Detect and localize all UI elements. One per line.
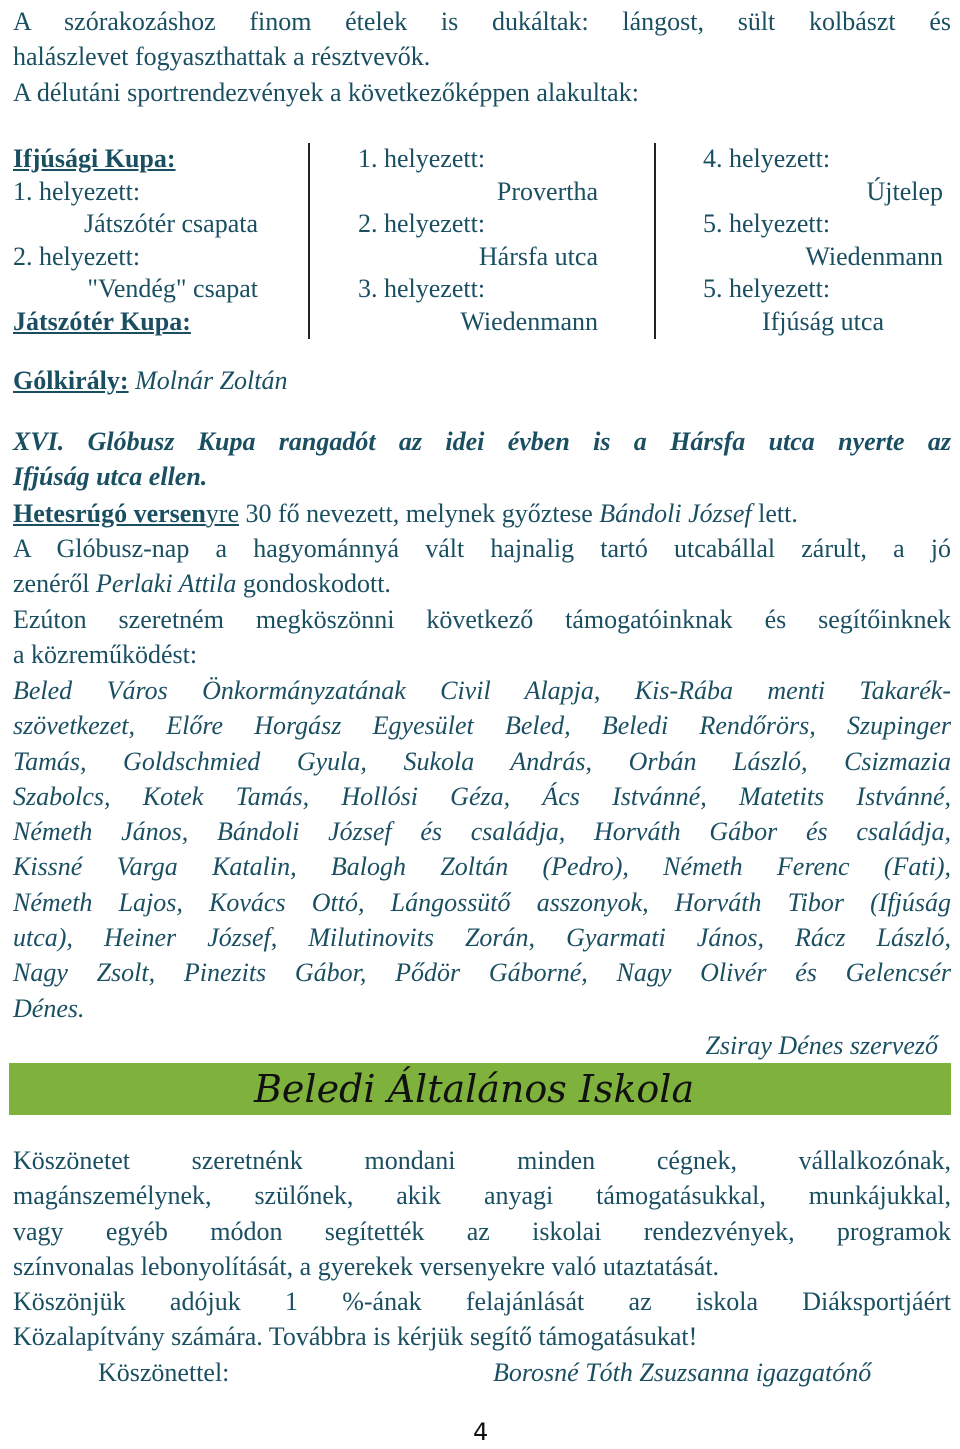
jatszoter-place-5a-label: 5. helyezett:: [703, 209, 831, 239]
thanks-line-2: a közreműködést:: [13, 640, 198, 670]
hetesrugo-text-a: 30 fő nevezett, melynek győztese: [238, 499, 600, 528]
ifjusagi-place-2-label: 2. helyezett:: [13, 241, 141, 271]
jatszoter-place-4-label: 4. helyezett:: [703, 144, 831, 173]
intro-line-3: A délutáni sportrendezvények a következőképpen alakultak:: [13, 77, 639, 107]
column-divider-2: [654, 143, 656, 339]
ifjusagi-place-2-team: "Vendég" csapat: [87, 274, 258, 304]
sponsors-line-4: Szabolcs, Kotek Tamás, Hollósi Géza, Ács Istvánné, Matetits Istvánné,: [13, 781, 951, 811]
column-divider-1: [308, 143, 310, 339]
jatszoter-place-4-team: Újtelep: [866, 176, 943, 206]
school-line-5: Köszönjük adójuk 1 %-ának felajánlását az iskola Diáksportjáért: [13, 1287, 951, 1317]
sponsors-line-9: Nagy Zsolt, Pinezits Gábor, Pődör Gáborné, Nagy Olivér és Gelencsér: [13, 958, 951, 988]
results-table: [13, 143, 951, 339]
jatszoter-place-2-label: 2. helyezett:: [358, 209, 486, 239]
school-line-4: színvonalas lebonyolítását, a gyerekek versenyekre való utaztatását.: [13, 1251, 720, 1281]
jatszoter-kupa-heading: Játszótér Kupa:: [13, 306, 191, 336]
intro-line-1: A szórakozáshoz finom ételek is dukáltak: lángost, sült kolbászt és: [13, 7, 951, 36]
school-line-1: Köszönetet szeretnénk mondani minden cégnek, vállalkozónak,: [13, 1146, 951, 1175]
jatszoter-place-1-label: 1. helyezett:: [358, 144, 486, 173]
intro-line-2: halászlevet fogyaszthattak a résztvevők.: [13, 42, 431, 72]
organizer-signature: Zsiray Dénes szervező: [705, 1031, 938, 1060]
results-column-3: [703, 143, 943, 339]
jatszoter-place-5b-label: 5. helyezett:: [703, 274, 831, 304]
hetesrugo-label-b: yre: [205, 499, 239, 528]
sponsors-list: [13, 673, 951, 1026]
jatszoter-place-1-team: Provertha: [496, 176, 598, 206]
sponsors-line-7: Németh Lajos, Kovács Ottó, Lángossütő asszonyok, Horváth Tibor (Ifjúság: [13, 887, 951, 917]
jatszoter-place-5a-team: Wiedenmann: [805, 241, 943, 271]
globusz-kupa-paragraph: [13, 424, 951, 495]
globusz-nap-line-2-a: zenéről: [13, 569, 97, 599]
results-column-1: [13, 143, 258, 339]
globusz-nap-paragraph: [13, 531, 951, 602]
globusz-nap-line-2: [13, 566, 951, 601]
golkiraly-line: [13, 363, 951, 398]
hetesrugo-text-b: lett.: [751, 499, 798, 528]
golkiraly-name: Molnár Zoltán: [128, 366, 288, 395]
school-line-6: Közalapítvány számára. Továbbra is kérjük segítő támogatásukat!: [13, 1322, 698, 1352]
jatszoter-place-2-team: Hársfa utca: [478, 241, 598, 271]
school-closing: Köszönettel:: [98, 1358, 230, 1387]
school-line-3: vagy egyéb módon segítették az iskolai rendezvények, programok: [13, 1216, 951, 1246]
sponsors-line-1: Beled Város Önkormányzatának Civil Alapja, Kis-Rába menti Takarék-: [13, 676, 951, 705]
sponsors-line-5: Németh János, Bándoli József és családja, Horváth Gábor és családja,: [13, 817, 951, 847]
hetesrugo-line: [13, 496, 951, 531]
principal-signature: Borosné Tóth Zsuzsanna igazgatónő: [493, 1358, 872, 1387]
globusz-nap-line-2-b: gondoskodott.: [236, 569, 391, 599]
intro-paragraph: [13, 4, 951, 110]
hetesrugo-label-a: Hetesrúgó versen: [13, 499, 206, 528]
sponsors-line-2: szövetkezet, Előre Horgász Egyesület Beled, Beledi Rendőrörs, Szupinger: [13, 711, 951, 741]
school-banner: [9, 1063, 951, 1115]
page-number: 4: [473, 1418, 489, 1446]
sponsors-line-10: Dénes.: [13, 993, 85, 1023]
thanks-paragraph: [13, 602, 951, 673]
jatszoter-place-5b-team: Ifjúság utca: [761, 306, 884, 336]
sponsors-line-8: utca), Heiner József, Milutinovits Zorán, Gyarmati János, Rácz László,: [13, 923, 951, 953]
jatszoter-place-3-label: 3. helyezett:: [358, 274, 486, 304]
ifjusagi-place-1-team: Játszótér csapata: [84, 209, 258, 239]
hetesrugo-winner: Bándoli József: [599, 499, 752, 528]
sponsors-line-3: Tamás, Goldschmied Gyula, Sukola András, Orbán László, Csizmazia: [13, 746, 951, 776]
golkiraly-label: Gólkirály:: [13, 366, 129, 395]
jatszoter-place-3-team: Wiedenmann: [460, 306, 598, 336]
ifjusagi-place-1-label: 1. helyezett:: [13, 176, 141, 206]
globusz-nap-dj-name: Perlaki Attila: [96, 569, 237, 599]
sponsors-line-6: Kissné Varga Katalin, Balogh Zoltán (Pedro), Németh Ferenc (Fati),: [13, 852, 951, 882]
globusz-line-2: Ifjúság utca ellen.: [13, 462, 208, 492]
school-thanks-paragraph: [13, 1143, 951, 1355]
ifjusagi-kupa-heading: Ifjúsági Kupa:: [13, 144, 176, 173]
globusz-nap-line-1: A Glóbusz-nap a hagyománnyá vált hajnalig tartó utcabállal zárult, a jó: [13, 534, 951, 563]
results-column-2: [358, 143, 598, 339]
school-banner-title: Beledi Általános Iskola: [254, 1067, 695, 1111]
school-line-2: magánszemélynek, szülőnek, akik anyagi támogatásukkal, munkájukkal,: [13, 1181, 951, 1211]
thanks-line-1: Ezúton szeretném megköszönni következő támogatóinknak és segítőinknek: [13, 605, 951, 634]
globusz-line-1: XVI. Glóbusz Kupa rangadót az idei évben is a Hársfa utca nyerte az: [13, 427, 951, 456]
